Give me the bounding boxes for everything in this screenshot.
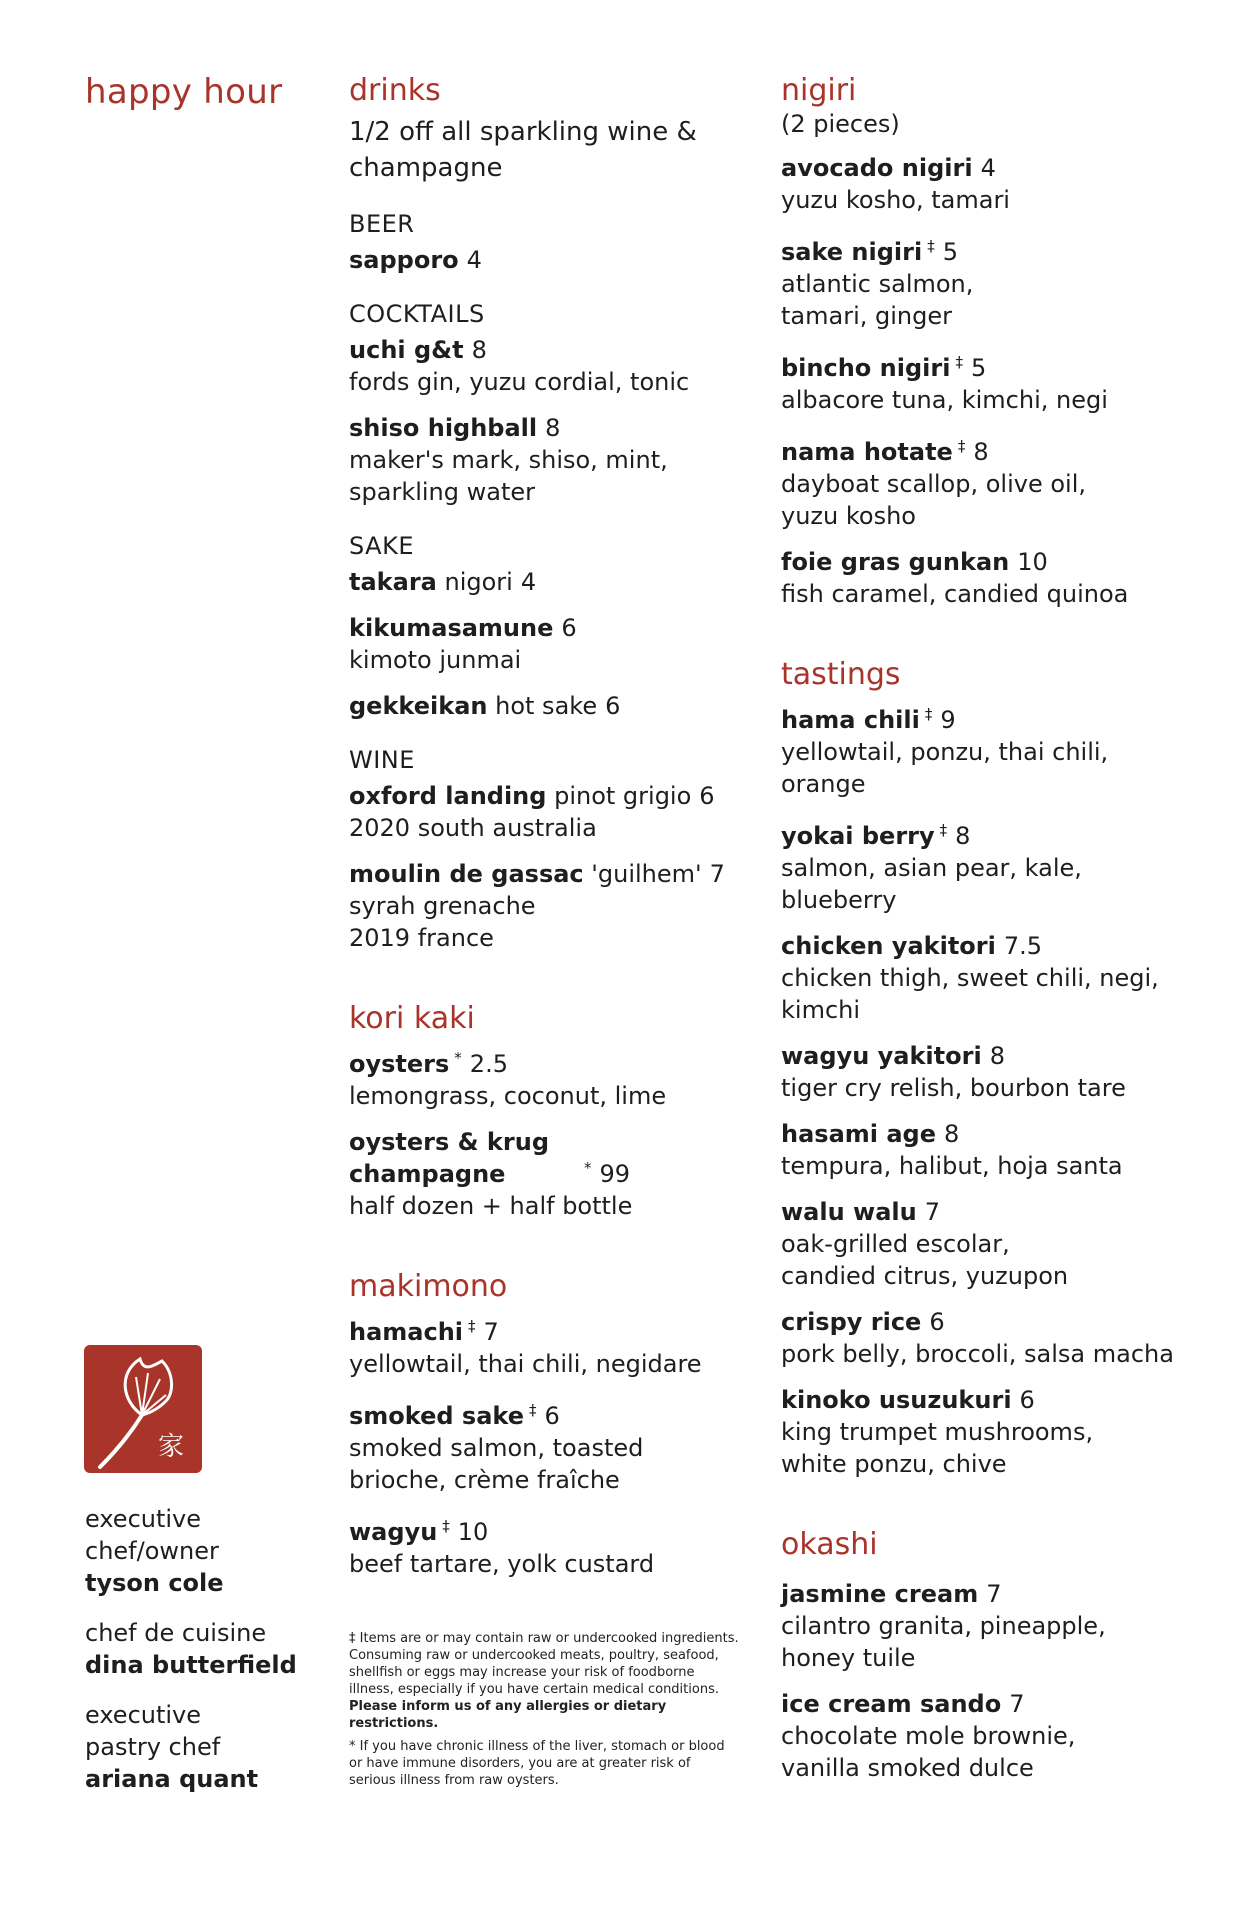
raw-food-footnote: ‡ Items are or may contain raw or undercooked ingredients. Consuming raw or undercooked meats, poultry, seafood, shellfish or eggs may increase your risk of foodborne illness, especially if you have certain medical conditions. Please inform us of any allergies or dietary restrictions.: [349, 1631, 739, 1731]
menu-item: sake nigiri ‡ 5 atlantic salmon, tamari, ginger: [781, 237, 974, 330]
oyster-footnote: * If you have chronic illness of the liver, stomach or blood or have immune disorders, you are at greater risk of serious illness from raw oysters.: [349, 1739, 725, 1788]
logo-glyph: 家: [157, 1432, 185, 1462]
menu-item: moulin de gassac 'guilhem' 7 syrah grenache 2019 france: [349, 860, 725, 952]
cocktails-label: COCKTAILS: [349, 300, 485, 328]
kori-kaki-title: kori kaki: [349, 1001, 475, 1036]
ginkgo-leaf-icon: [82, 1343, 204, 1475]
menu-item: hasami age 8 tempura, halibut, hoja santa: [781, 1120, 1123, 1180]
wine-label: WINE: [349, 746, 415, 774]
menu-item: walu walu 7 oak-grilled escolar, candied citrus, yuzupon: [781, 1198, 1069, 1290]
menu-item: kikumasamune 6 kimoto junmai: [349, 614, 577, 674]
menu-item: oxford landing pinot grigio 6 2020 south australia: [349, 782, 715, 842]
staff-name: tyson cole: [85, 1569, 224, 1597]
staff-name: ariana quant: [85, 1765, 259, 1793]
staff-role: chef de cuisine: [85, 1619, 267, 1647]
middle-column: [349, 72, 749, 1789]
menu-item: ice cream sando 7 chocolate mole brownie, vanilla smoked dulce: [781, 1690, 1076, 1782]
menu-item: oysters & krug champagne * 99 half dozen + half bottle: [349, 1128, 633, 1220]
page-title: happy hour: [85, 72, 283, 112]
menu-item: sapporo 4: [349, 246, 482, 274]
menu-item: smoked sake ‡ 6 smoked salmon, toasted brioche, crème fraîche: [349, 1401, 644, 1494]
staff-pastry-chef: [85, 1699, 258, 1795]
tastings-title: tastings: [781, 657, 901, 692]
nigiri-subtitle: (2 pieces): [781, 110, 900, 138]
menu-item: yokai berry ‡ 8 salmon, asian pear, kale, blueberry: [781, 821, 1082, 914]
staff-chef-de-cuisine: [85, 1617, 297, 1681]
sparkling-promo: 1/2 off all sparkling wine & champagne: [349, 117, 697, 183]
menu-item: jasmine cream 7 cilantro granita, pineapple, honey tuile: [781, 1580, 1106, 1672]
nigiri-title: nigiri: [781, 73, 857, 108]
menu-item: gekkeikan hot sake 6: [349, 692, 621, 720]
menu-item: uchi g&t 8 fords gin, yuzu cordial, tonic: [349, 336, 690, 396]
menu-item: wagyu yakitori 8 tiger cry relish, bourbon tare: [781, 1042, 1126, 1102]
restaurant-logo: [82, 1343, 204, 1475]
menu-item: foie gras gunkan 10 fish caramel, candied quinoa: [781, 548, 1129, 608]
okashi-title: okashi: [781, 1527, 878, 1562]
staff-executive-chef: [85, 1503, 255, 1599]
menu-item: hamachi ‡ 7 yellowtail, thai chili, negidare: [349, 1317, 702, 1378]
menu-item: crispy rice 6 pork belly, broccoli, salsa macha: [781, 1308, 1174, 1368]
right-column: [781, 72, 1221, 1784]
beer-label: BEER: [349, 210, 415, 238]
menu-item: shiso highball 8 maker's mark, shiso, mint, sparkling water: [349, 414, 668, 506]
menu-item: nama hotate ‡ 8 dayboat scallop, olive oil, yuzu kosho: [781, 437, 1086, 530]
menu-item: takara nigori 4: [349, 568, 537, 596]
makimono-title: makimono: [349, 1269, 508, 1304]
menu-item: bincho nigiri ‡ 5 albacore tuna, kimchi, negi: [781, 353, 1108, 414]
menu-item: oysters * 2.5 lemongrass, coconut, lime: [349, 1049, 667, 1110]
staff-role: executive pastry chef: [85, 1701, 221, 1761]
sake-label: SAKE: [349, 532, 414, 560]
menu-item: hama chili ‡ 9 yellowtail, ponzu, thai chili, orange: [781, 705, 1109, 798]
menu-item: chicken yakitori 7.5 chicken thigh, sweet chili, negi, kimchi: [781, 932, 1159, 1024]
staff-role: executive chef/owner: [85, 1505, 219, 1565]
drinks-title: drinks: [349, 73, 441, 108]
menu-item: avocado nigiri 4 yuzu kosho, tamari: [781, 154, 1010, 214]
menu-item: kinoko usuzukuri 6 king trumpet mushrooms, white ponzu, chive: [781, 1386, 1094, 1478]
staff-name: dina butterfield: [85, 1651, 297, 1679]
menu-item: wagyu ‡ 10 beef tartare, yolk custard: [349, 1517, 655, 1578]
